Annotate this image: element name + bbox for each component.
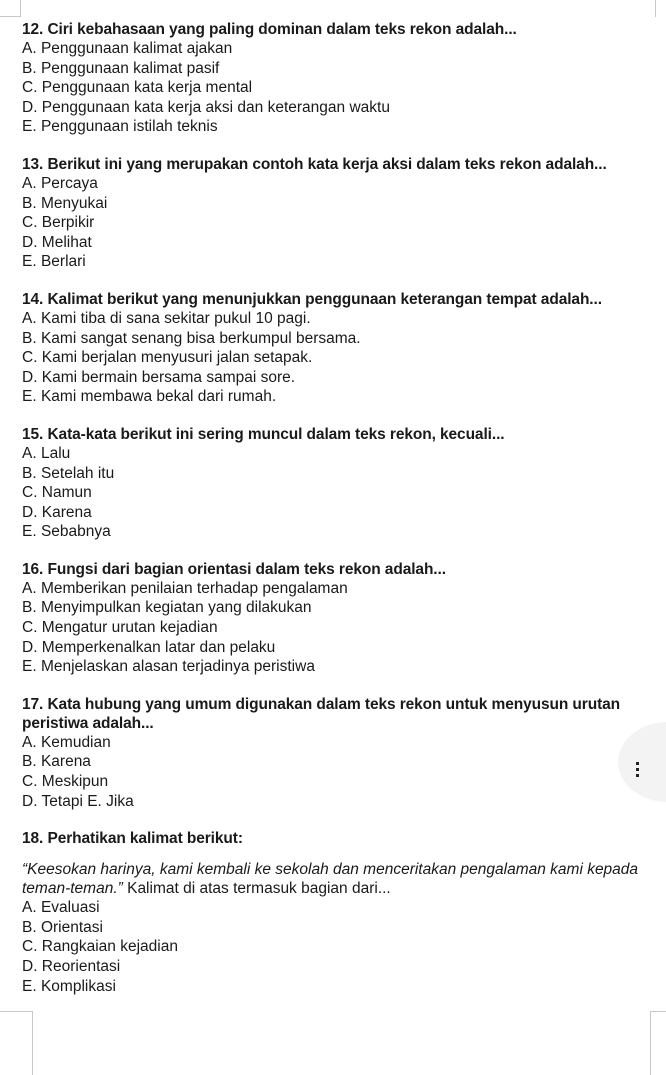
question-16 (22, 560, 652, 677)
crop-mark-bottom-right-vertical (650, 1011, 651, 1075)
question-15 (22, 425, 652, 542)
option-a: A. Kemudian (22, 733, 111, 751)
option-c: C. Mengatur urutan kejadian (22, 619, 218, 637)
option-e: E. Menjelaskan alasan terjadinya peristiwa (22, 658, 315, 676)
question-list (22, 20, 652, 1014)
option-e: E. Sebabnya (22, 523, 111, 541)
option-a: A. Percaya (22, 174, 98, 192)
option-b: B. Karena (22, 753, 91, 771)
question-title: 13. Berikut ini yang merupakan contoh kata kerja aksi dalam teks rekon adalah... (22, 155, 607, 173)
crop-mark-top-left-vertical (20, 0, 21, 17)
question-12 (22, 20, 652, 137)
crop-mark-bottom-right (650, 1011, 666, 1012)
option-d-e: D. Tetapi E. Jika (22, 792, 134, 810)
option-e: E. Komplikasi (22, 977, 116, 995)
option-b: B. Menyimpulkan kegiatan yang dilakukan (22, 599, 312, 617)
option-c: C. Meskipun (22, 773, 109, 791)
option-b: B. Setelah itu (22, 464, 115, 482)
option-c: C. Kami berjalan menyusuri jalan setapak. (22, 349, 313, 367)
option-c: C. Namun (22, 484, 92, 502)
option-b: B. Penggunaan kalimat pasif (22, 59, 220, 77)
option-b: B. Kami sangat senang bisa berkumpul bersama. (22, 329, 361, 347)
option-d: D. Reorientasi (22, 958, 121, 975)
question-18 (22, 829, 652, 996)
question-title: 15. Kata-kata berikut ini sering muncul dalam teks rekon, kecuali... (22, 425, 505, 443)
option-b: B. Menyukai (22, 194, 108, 212)
option-a: A. Evaluasi (22, 899, 100, 917)
option-e: E. Penggunaan istilah teknis (22, 118, 218, 136)
option-c: C. Penggunaan kata kerja mental (22, 79, 253, 97)
option-d: D. Kami bermain bersama sampai sore. (22, 368, 296, 386)
question-title: 12. Ciri kebahasaan yang paling dominan dalam teks rekon adalah... (22, 21, 517, 38)
question-title: 17. Kata hubung yang umum digunakan dalam teks rekon untuk menyusun urutan peristiwa adalah... (22, 695, 621, 732)
question-13 (22, 155, 652, 272)
quote-rest: Kalimat di atas termasuk bagian dari... (122, 880, 391, 898)
option-d: D. Karena (22, 503, 92, 521)
option-e: E. Kami membawa bekal dari rumah. (22, 388, 277, 406)
option-e: E. Berlari (22, 253, 86, 271)
option-c: C. Berpikir (22, 214, 95, 232)
crop-mark-bottom-left-vertical (32, 1011, 33, 1075)
option-a: A. Kami tiba di sana sekitar pukul 10 pagi. (22, 309, 311, 327)
question-title: 18. Perhatikan kalimat berikut: (22, 830, 243, 848)
question-17 (22, 695, 652, 811)
option-d: D. Penggunaan kata kerja aksi dan keterangan waktu (22, 98, 390, 116)
question-title: 16. Fungsi dari bagian orientasi dalam teks rekon adalah... (22, 560, 446, 578)
option-c: C. Rangkaian kejadian (22, 938, 178, 956)
option-d: D. Melihat (22, 233, 92, 251)
option-d: D. Memperkenalkan latar dan pelaku (22, 638, 276, 656)
option-a: A. Lalu (22, 444, 71, 462)
option-a: A. Memberikan penilaian terhadap pengalaman (22, 579, 348, 597)
question-title: 14. Kalimat berikut yang menunjukkan penggunaan keterangan tempat adalah... (22, 290, 602, 308)
option-a: A. Penggunaan kalimat ajakan (22, 40, 233, 57)
quote-italic: “Keesokan harinya, kami kembali ke sekolah dan menceritakan pengalaman kami kepada teman-teman.” (22, 861, 639, 898)
crop-mark-top-right (655, 0, 656, 17)
option-b: B. Orientasi (22, 918, 103, 936)
crop-mark-top-left (0, 16, 20, 17)
quoted-sentence (22, 860, 652, 898)
question-14 (22, 290, 652, 407)
